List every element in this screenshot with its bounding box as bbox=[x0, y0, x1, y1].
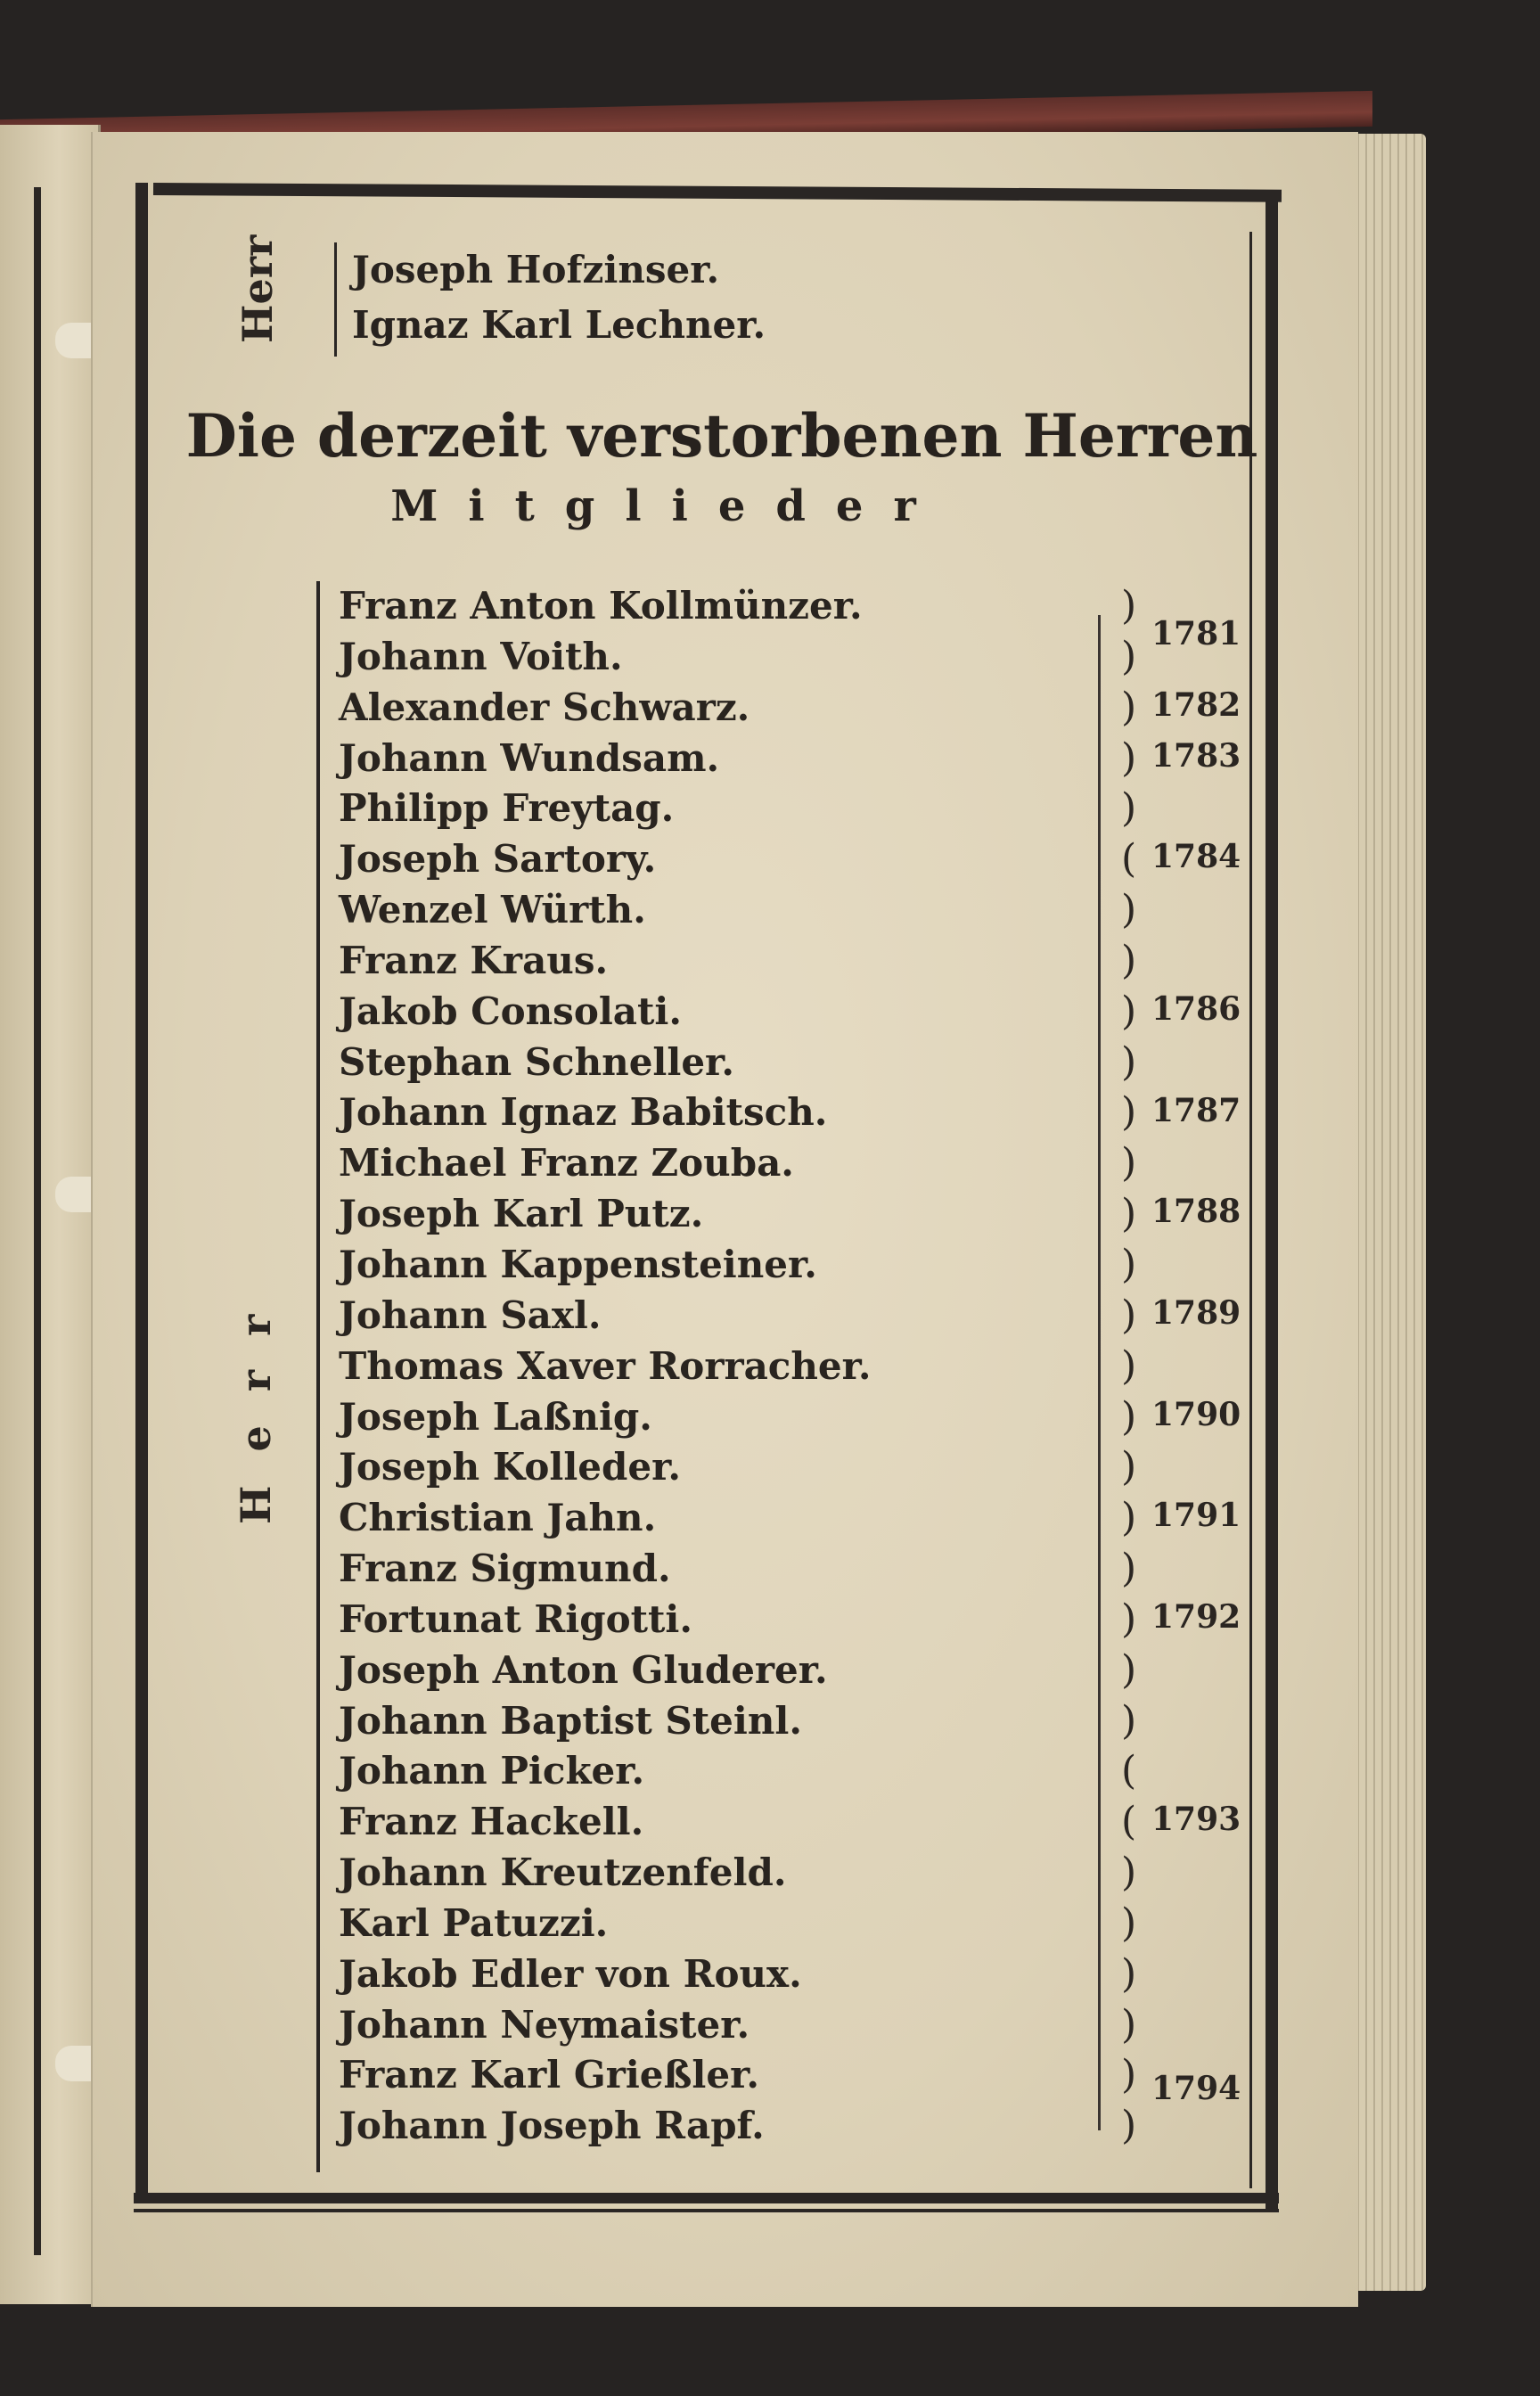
side-label-herr-middle: Herr bbox=[232, 1280, 280, 1524]
bracket-mark: ) bbox=[1121, 937, 1137, 983]
member-list bbox=[339, 581, 872, 2152]
bracket-mark: ) bbox=[1121, 1393, 1137, 1440]
top-names-rule bbox=[334, 242, 337, 357]
bracket-mark: ) bbox=[1121, 684, 1137, 730]
year-label: 1783 bbox=[1151, 736, 1241, 775]
member-name: Joseph Sartory. bbox=[339, 837, 657, 882]
bracket-mark: ) bbox=[1121, 1950, 1137, 1997]
bracket-mark: ) bbox=[1121, 1444, 1137, 1490]
page-heading: Die derzeit verstorbenen Herren bbox=[185, 401, 1258, 471]
top-name: Ignaz Karl Lechner. bbox=[352, 303, 766, 347]
member-name: Franz Anton Kollmünzer. bbox=[339, 584, 863, 628]
bracket-mark: ) bbox=[1121, 734, 1137, 781]
member-name: Joseph Kolleder. bbox=[339, 1445, 681, 1489]
bracket-mark: ) bbox=[1121, 1900, 1137, 1946]
member-name: Johann Picker. bbox=[339, 1749, 645, 1793]
member-name: Stephan Schneller. bbox=[339, 1039, 734, 1084]
member-name: Jakob Edler von Roux. bbox=[339, 1951, 802, 1996]
member-name: Johann Kreutzenfeld. bbox=[339, 1850, 787, 1895]
bracket-mark: ) bbox=[1121, 988, 1137, 1034]
member-name: Johann Wundsam. bbox=[339, 735, 720, 780]
bracket-mark: ( bbox=[1121, 1748, 1137, 1794]
frame-border-bottom bbox=[134, 2193, 1279, 2203]
bracket-mark: ) bbox=[1121, 1191, 1137, 1237]
member-name: Wenzel Würth. bbox=[339, 888, 646, 932]
member-name: Joseph Karl Putz. bbox=[339, 1192, 704, 1236]
bracket-mark: ) bbox=[1121, 583, 1137, 628]
year-label: 1792 bbox=[1151, 1598, 1241, 1636]
member-name: Johann Baptist Steinl. bbox=[339, 1698, 802, 1743]
member-name: Johann Ignaz Babitsch. bbox=[339, 1090, 828, 1135]
top-names-block bbox=[352, 242, 766, 353]
bracket-mark: ( bbox=[1121, 836, 1137, 882]
year-label: 1793 bbox=[1151, 1801, 1241, 1839]
bracket-mark: ) bbox=[1121, 1850, 1137, 1896]
bracket-mark: ) bbox=[1121, 2103, 1137, 2149]
bracket-mark: ) bbox=[1121, 1495, 1137, 1541]
member-name: Jakob Consolati. bbox=[339, 989, 682, 1033]
bracket-mark: ) bbox=[1121, 1140, 1137, 1186]
member-name: Philipp Freytag. bbox=[339, 786, 675, 831]
member-name: Franz Hackell. bbox=[339, 1800, 644, 1844]
bracket-mark: ) bbox=[1121, 633, 1137, 679]
bracket-mark: ) bbox=[1121, 887, 1137, 933]
year-label: 1782 bbox=[1151, 685, 1241, 724]
member-name: Christian Jahn. bbox=[339, 1496, 657, 1540]
frame-border-bottom-inner bbox=[134, 2209, 1279, 2212]
year-label: 1791 bbox=[1151, 1497, 1241, 1535]
bracket-mark: ) bbox=[1121, 1342, 1137, 1389]
member-name: Franz Kraus. bbox=[339, 938, 609, 982]
year-label: 1789 bbox=[1151, 1293, 1241, 1332]
year-label: 1787 bbox=[1151, 1091, 1241, 1129]
page-subheading: Mitglieder bbox=[390, 481, 946, 531]
bracket-mark: ) bbox=[1121, 1596, 1137, 1642]
bracket-mark: ) bbox=[1121, 1038, 1137, 1085]
bracket-mark: ) bbox=[1121, 1241, 1137, 1287]
bracket-mark: ) bbox=[1121, 1546, 1137, 1592]
bracket-mark: ) bbox=[1121, 1089, 1137, 1136]
member-list-rule bbox=[316, 581, 320, 2172]
bracket-mark: ) bbox=[1121, 2052, 1137, 2098]
bracket-mark: ) bbox=[1121, 1697, 1137, 1744]
bracket-mark: ) bbox=[1121, 785, 1137, 832]
year-label: 1794 bbox=[1151, 2069, 1241, 2107]
bracket-mark: ) bbox=[1121, 2001, 1137, 2047]
bracket-mark: ( bbox=[1121, 1799, 1137, 1845]
member-name: Karl Patuzzi. bbox=[339, 1900, 609, 1945]
member-name: Johann Voith. bbox=[339, 634, 623, 678]
year-label: 1788 bbox=[1151, 1193, 1241, 1231]
member-name: Johann Saxl. bbox=[339, 1292, 602, 1337]
member-name: Franz Karl Grießler. bbox=[339, 2053, 760, 2097]
member-name: Franz Sigmund. bbox=[339, 1547, 671, 1591]
brace-column bbox=[1121, 581, 1136, 2152]
year-label: 1790 bbox=[1151, 1395, 1241, 1433]
year-column-rule bbox=[1098, 615, 1101, 2130]
member-name: Johann Kappensteiner. bbox=[339, 1242, 817, 1286]
side-label-herr-top: Herr bbox=[233, 234, 282, 343]
bracket-mark: ) bbox=[1121, 1292, 1137, 1338]
year-label: 1781 bbox=[1151, 615, 1241, 653]
member-name: Fortunat Rigotti. bbox=[339, 1596, 692, 1641]
member-name: Johann Neymaister. bbox=[339, 2002, 750, 2047]
member-name: Joseph Laßnig. bbox=[339, 1394, 652, 1439]
member-name: Joseph Anton Gluderer. bbox=[339, 1647, 828, 1692]
member-name: Alexander Schwarz. bbox=[339, 685, 750, 729]
member-name: Thomas Xaver Rorracher. bbox=[339, 1343, 872, 1388]
member-name: Michael Franz Zouba. bbox=[339, 1141, 794, 1186]
member-name: Johann Joseph Rapf. bbox=[339, 2104, 765, 2148]
top-name: Joseph Hofzinser. bbox=[352, 248, 720, 291]
bracket-mark: ) bbox=[1121, 1646, 1137, 1693]
year-label: 1786 bbox=[1151, 989, 1241, 1028]
year-label: 1784 bbox=[1151, 838, 1241, 876]
